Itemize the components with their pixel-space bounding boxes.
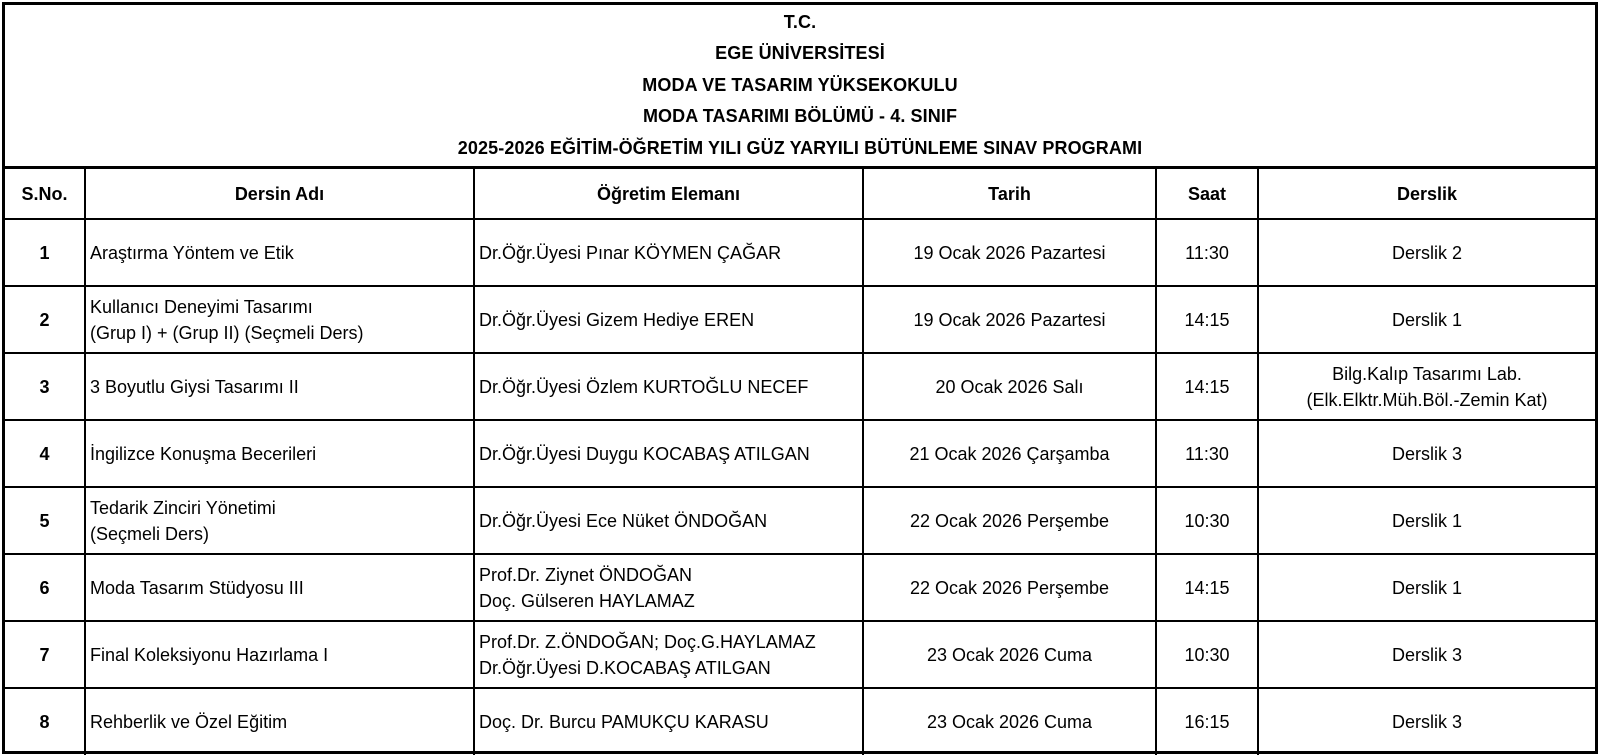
cell-room-line: Bilg.Kalıp Tasarımı Lab. bbox=[1332, 363, 1522, 384]
cell-room-line: Derslik 2 bbox=[1391, 242, 1462, 263]
cell-course-line: (Grup I) + (Grup II) (Seçmeli Ders) bbox=[90, 322, 364, 343]
cell-course-line: Kullanıcı Deneyimi Tasarımı bbox=[90, 296, 313, 317]
cell-instructor-line: Prof.Dr. Z.ÖNDOĞAN; Doç.G.HAYLAMAZ bbox=[479, 631, 816, 652]
cell-instructor-line: Prof.Dr. Ziynet ÖNDOĞAN bbox=[479, 564, 693, 585]
cell-instructor bbox=[474, 554, 863, 621]
cell-room-line: Derslik 3 bbox=[1391, 712, 1462, 732]
cell-date: 23 Ocak 2026 Cuma bbox=[863, 621, 1156, 688]
column-header-course: Dersin Adı bbox=[85, 169, 474, 219]
cell-sno: 8 bbox=[5, 688, 85, 755]
cell-room bbox=[1258, 487, 1595, 554]
cell-room-line: Derslik 1 bbox=[1391, 309, 1462, 330]
cell-sno: 1 bbox=[5, 219, 85, 286]
cell-sno: 3 bbox=[5, 353, 85, 420]
cell-course-line: Araştırma Yöntem ve Etik bbox=[90, 242, 294, 263]
cell-time: 14:15 bbox=[1156, 554, 1258, 621]
cell-course bbox=[85, 487, 474, 554]
cell-room bbox=[1258, 554, 1595, 621]
table-row bbox=[5, 554, 1595, 621]
cell-sno: 6 bbox=[5, 554, 85, 621]
cell-date: 21 Ocak 2026 Çarşamba bbox=[863, 420, 1156, 487]
header-line-school: MODA VE TASARIM YÜKSEKOKULU bbox=[642, 74, 958, 95]
cell-instructor bbox=[474, 420, 863, 487]
cell-course-line: Rehberlik ve Özel Eğitim bbox=[90, 712, 288, 732]
cell-date: 22 Ocak 2026 Perşembe bbox=[863, 554, 1156, 621]
cell-instructor-line: Dr.Öğr.Üyesi Özlem KURTOĞLU NECEF bbox=[479, 376, 809, 397]
table-row bbox=[5, 353, 1595, 420]
table-row bbox=[5, 219, 1595, 286]
cell-time: 10:30 bbox=[1156, 621, 1258, 688]
cell-sno: 2 bbox=[5, 286, 85, 353]
cell-room-line: Derslik 1 bbox=[1391, 577, 1462, 598]
cell-course bbox=[85, 286, 474, 353]
header-line-department: MODA TASARIMI BÖLÜMÜ - 4. SINIF bbox=[642, 106, 958, 127]
cell-instructor-line: Dr.Öğr.Üyesi Pınar KÖYMEN ÇAĞAR bbox=[479, 242, 782, 263]
exam-schedule-table bbox=[5, 169, 1595, 755]
cell-instructor-line: Dr.Öğr.Üyesi D.KOCABAŞ ATILGAN bbox=[479, 657, 771, 678]
cell-course bbox=[85, 688, 474, 755]
cell-room bbox=[1258, 219, 1595, 286]
cell-sno: 5 bbox=[5, 487, 85, 554]
cell-instructor-line: Dr.Öğr.Üyesi Ece Nüket ÖNDOĞAN bbox=[479, 510, 768, 531]
cell-instructor-line: Doç. Gülseren HAYLAMAZ bbox=[479, 590, 695, 611]
cell-course-line: Final Koleksiyonu Hazırlama I bbox=[90, 644, 329, 665]
cell-course-line: 3 Boyutlu Giysi Tasarımı II bbox=[90, 376, 299, 397]
cell-room bbox=[1258, 286, 1595, 353]
cell-instructor bbox=[474, 487, 863, 554]
cell-instructor bbox=[474, 621, 863, 688]
cell-course bbox=[85, 353, 474, 420]
cell-instructor bbox=[474, 688, 863, 755]
cell-course bbox=[85, 219, 474, 286]
column-header-instructor: Öğretim Elemanı bbox=[474, 169, 863, 219]
cell-course-line: Tedarik Zinciri Yönetimi bbox=[90, 497, 276, 518]
cell-instructor bbox=[474, 353, 863, 420]
cell-instructor bbox=[474, 286, 863, 353]
cell-time: 14:15 bbox=[1156, 286, 1258, 353]
column-header-room: Derslik bbox=[1258, 169, 1595, 219]
cell-date: 23 Ocak 2026 Cuma bbox=[863, 688, 1156, 755]
column-header-date: Tarih bbox=[863, 169, 1156, 219]
cell-room-line: Derslik 1 bbox=[1391, 510, 1462, 531]
cell-course-line: İngilizce Konuşma Becerileri bbox=[90, 443, 317, 464]
cell-date: 22 Ocak 2026 Perşembe bbox=[863, 487, 1156, 554]
cell-time: 16:15 bbox=[1156, 688, 1258, 755]
cell-time: 11:30 bbox=[1156, 219, 1258, 286]
cell-course bbox=[85, 621, 474, 688]
exam-schedule-sheet bbox=[2, 2, 1598, 754]
document-header bbox=[5, 5, 1595, 169]
cell-date: 19 Ocak 2026 Pazartesi bbox=[863, 219, 1156, 286]
table-body bbox=[5, 219, 1595, 755]
cell-course bbox=[85, 554, 474, 621]
header-line-university: EGE ÜNİVERSİTESİ bbox=[715, 43, 885, 64]
cell-time: 14:15 bbox=[1156, 353, 1258, 420]
cell-sno: 4 bbox=[5, 420, 85, 487]
cell-instructor-line: Dr.Öğr.Üyesi Duygu KOCABAŞ ATILGAN bbox=[479, 443, 810, 464]
column-header-sno: S.No. bbox=[5, 169, 85, 219]
cell-date: 19 Ocak 2026 Pazartesi bbox=[863, 286, 1156, 353]
column-header-time: Saat bbox=[1156, 169, 1258, 219]
cell-room-line: Derslik 3 bbox=[1391, 644, 1462, 665]
cell-date: 20 Ocak 2026 Salı bbox=[863, 353, 1156, 420]
cell-room bbox=[1258, 688, 1595, 755]
cell-instructor-line: Doç. Dr. Burcu PAMUKÇU KARASU bbox=[479, 712, 769, 732]
cell-room bbox=[1258, 621, 1595, 688]
cell-course-line: (Seçmeli Ders) bbox=[90, 523, 210, 544]
cell-instructor bbox=[474, 219, 863, 286]
table-row bbox=[5, 621, 1595, 688]
table-row bbox=[5, 688, 1595, 755]
cell-time: 11:30 bbox=[1156, 420, 1258, 487]
cell-sno: 7 bbox=[5, 621, 85, 688]
cell-room bbox=[1258, 420, 1595, 487]
cell-course-line: Moda Tasarım Stüdyosu III bbox=[90, 577, 304, 598]
header-line-country: T.C. bbox=[783, 12, 817, 32]
cell-instructor-line: Dr.Öğr.Üyesi Gizem Hediye EREN bbox=[479, 309, 755, 330]
cell-course bbox=[85, 420, 474, 487]
cell-room bbox=[1258, 353, 1595, 420]
cell-time: 10:30 bbox=[1156, 487, 1258, 554]
table-row bbox=[5, 420, 1595, 487]
cell-room-line: (Elk.Elktr.Müh.Böl.-Zemin Kat) bbox=[1306, 389, 1548, 410]
cell-room-line: Derslik 3 bbox=[1391, 443, 1462, 464]
table-header-row bbox=[5, 169, 1595, 219]
header-line-program-title: 2025-2026 EĞİTİM-ÖĞRETİM YILI GÜZ YARYILI BÜTÜNLEME SINAV PROGRAMI bbox=[457, 137, 1143, 158]
table-row bbox=[5, 487, 1595, 554]
table-row bbox=[5, 286, 1595, 353]
